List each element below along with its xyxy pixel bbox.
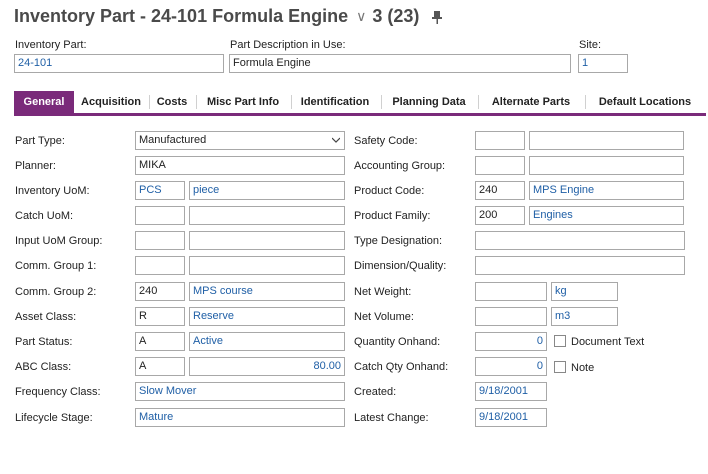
site-label: Site:: [579, 39, 602, 51]
catch-qty-onhand-label: Catch Qty Onhand:: [354, 361, 449, 373]
product-code-code-field[interactable]: 240: [475, 181, 525, 200]
inventory-part-field[interactable]: 24-101: [14, 54, 224, 73]
comm-group2-code-field[interactable]: 240: [135, 282, 185, 301]
tab-bar: [14, 91, 706, 116]
tab-divider: [149, 95, 150, 109]
asset-class-desc-field[interactable]: Reserve: [189, 307, 345, 326]
chevron-down-icon: [332, 136, 340, 144]
catch-uom-desc-field[interactable]: [189, 206, 345, 225]
title-text: Inventory Part - 24-101 Formula Engine: [14, 6, 349, 26]
tab-divider: [196, 95, 197, 109]
inventory-uom-code-field[interactable]: PCS: [135, 181, 185, 200]
pin-icon[interactable]: [431, 10, 443, 24]
created-field[interactable]: 9/18/2001: [475, 382, 547, 401]
tab-divider: [478, 95, 479, 109]
part-status-label: Part Status:: [15, 336, 73, 348]
asset-class-label: Asset Class:: [15, 311, 77, 323]
part-type-label: Part Type:: [15, 135, 65, 147]
tab-misc-part-info[interactable]: Misc Part Info: [206, 96, 280, 108]
part-type-select[interactable]: [135, 131, 345, 150]
dimension-quality-field[interactable]: [475, 256, 685, 275]
record-counter: 3 (23): [372, 6, 420, 26]
tab-planning-data[interactable]: Planning Data: [392, 96, 466, 108]
quantity-onhand-field[interactable]: 0: [475, 332, 547, 351]
net-volume-field[interactable]: [475, 307, 547, 326]
tab-general[interactable]: General: [14, 91, 74, 113]
input-uom-group-code-field[interactable]: [135, 231, 185, 250]
part-status-code-field[interactable]: A: [135, 332, 185, 351]
tab-divider: [381, 95, 382, 109]
input-uom-group-label: Input UoM Group:: [15, 235, 103, 247]
type-designation-field[interactable]: [475, 231, 685, 250]
safety-code-code-field[interactable]: [475, 131, 525, 150]
tab-alternate-parts[interactable]: Alternate Parts: [491, 96, 571, 108]
inventory-uom-label: Inventory UoM:: [15, 185, 90, 197]
accounting-group-code-field[interactable]: [475, 156, 525, 175]
abc-class-value-field[interactable]: 80.00: [189, 357, 345, 376]
planner-field[interactable]: MIKA: [135, 156, 345, 175]
page-title: [14, 6, 443, 27]
product-code-label: Product Code:: [354, 185, 425, 197]
frequency-class-label: Frequency Class:: [15, 386, 101, 398]
quantity-onhand-label: Quantity Onhand:: [354, 336, 441, 348]
catch-uom-code-field[interactable]: [135, 206, 185, 225]
latest-change-label: Latest Change:: [354, 412, 429, 424]
net-weight-unit-field[interactable]: kg: [551, 282, 618, 301]
accounting-group-label: Accounting Group:: [354, 160, 446, 172]
type-designation-label: Type Designation:: [354, 235, 443, 247]
document-text-checkbox[interactable]: [554, 335, 566, 347]
product-code-desc-field[interactable]: MPS Engine: [529, 181, 684, 200]
created-label: Created:: [354, 386, 397, 398]
tab-default-locations[interactable]: Default Locations: [598, 96, 692, 108]
dimension-quality-label: Dimension/Quality:: [354, 260, 447, 272]
product-family-label: Product Family:: [354, 210, 431, 222]
catch-qty-onhand-field[interactable]: 0: [475, 357, 547, 376]
chevron-down-icon[interactable]: ∨: [356, 8, 367, 24]
latest-change-field[interactable]: 9/18/2001: [475, 408, 547, 427]
tab-divider: [585, 95, 586, 109]
safety-code-label: Safety Code:: [354, 135, 418, 147]
safety-code-desc-field[interactable]: [529, 131, 684, 150]
inventory-uom-desc-field[interactable]: piece: [189, 181, 345, 200]
comm-group2-label: Comm. Group 2:: [15, 286, 97, 298]
comm-group1-desc-field[interactable]: [189, 256, 345, 275]
product-family-code-field[interactable]: 200: [475, 206, 525, 225]
net-weight-field[interactable]: [475, 282, 547, 301]
frequency-class-field[interactable]: Slow Mover: [135, 382, 345, 401]
part-status-desc-field[interactable]: Active: [189, 332, 345, 351]
note-checkbox[interactable]: [554, 361, 566, 373]
site-field[interactable]: 1: [578, 54, 628, 73]
tab-costs[interactable]: Costs: [156, 96, 188, 108]
lifecycle-stage-field[interactable]: Mature: [135, 408, 345, 427]
comm-group2-desc-field[interactable]: MPS course: [189, 282, 345, 301]
product-family-desc-field[interactable]: Engines: [529, 206, 684, 225]
comm-group1-label: Comm. Group 1:: [15, 260, 97, 272]
accounting-group-desc-field[interactable]: [529, 156, 684, 175]
net-volume-unit-field[interactable]: m3: [551, 307, 618, 326]
asset-class-code-field[interactable]: R: [135, 307, 185, 326]
inventory-part-label: Inventory Part:: [15, 39, 87, 51]
abc-class-label: ABC Class:: [15, 361, 72, 373]
document-text-label: Document Text: [571, 336, 645, 348]
tab-divider: [291, 95, 292, 109]
net-volume-label: Net Volume:: [354, 311, 414, 323]
comm-group1-code-field[interactable]: [135, 256, 185, 275]
part-type-value: Manufactured: [139, 134, 207, 146]
lifecycle-stage-label: Lifecycle Stage:: [15, 412, 93, 424]
abc-class-code-field[interactable]: A: [135, 357, 185, 376]
input-uom-group-desc-field[interactable]: [189, 231, 345, 250]
description-label: Part Description in Use:: [230, 39, 346, 51]
catch-uom-label: Catch UoM:: [15, 210, 74, 222]
tab-identification[interactable]: Identification: [300, 96, 370, 108]
description-field[interactable]: Formula Engine: [229, 54, 571, 73]
planner-label: Planner:: [15, 160, 56, 172]
note-label: Note: [571, 362, 595, 374]
net-weight-label: Net Weight:: [354, 286, 412, 298]
tab-acquisition[interactable]: Acquisition: [81, 96, 141, 108]
